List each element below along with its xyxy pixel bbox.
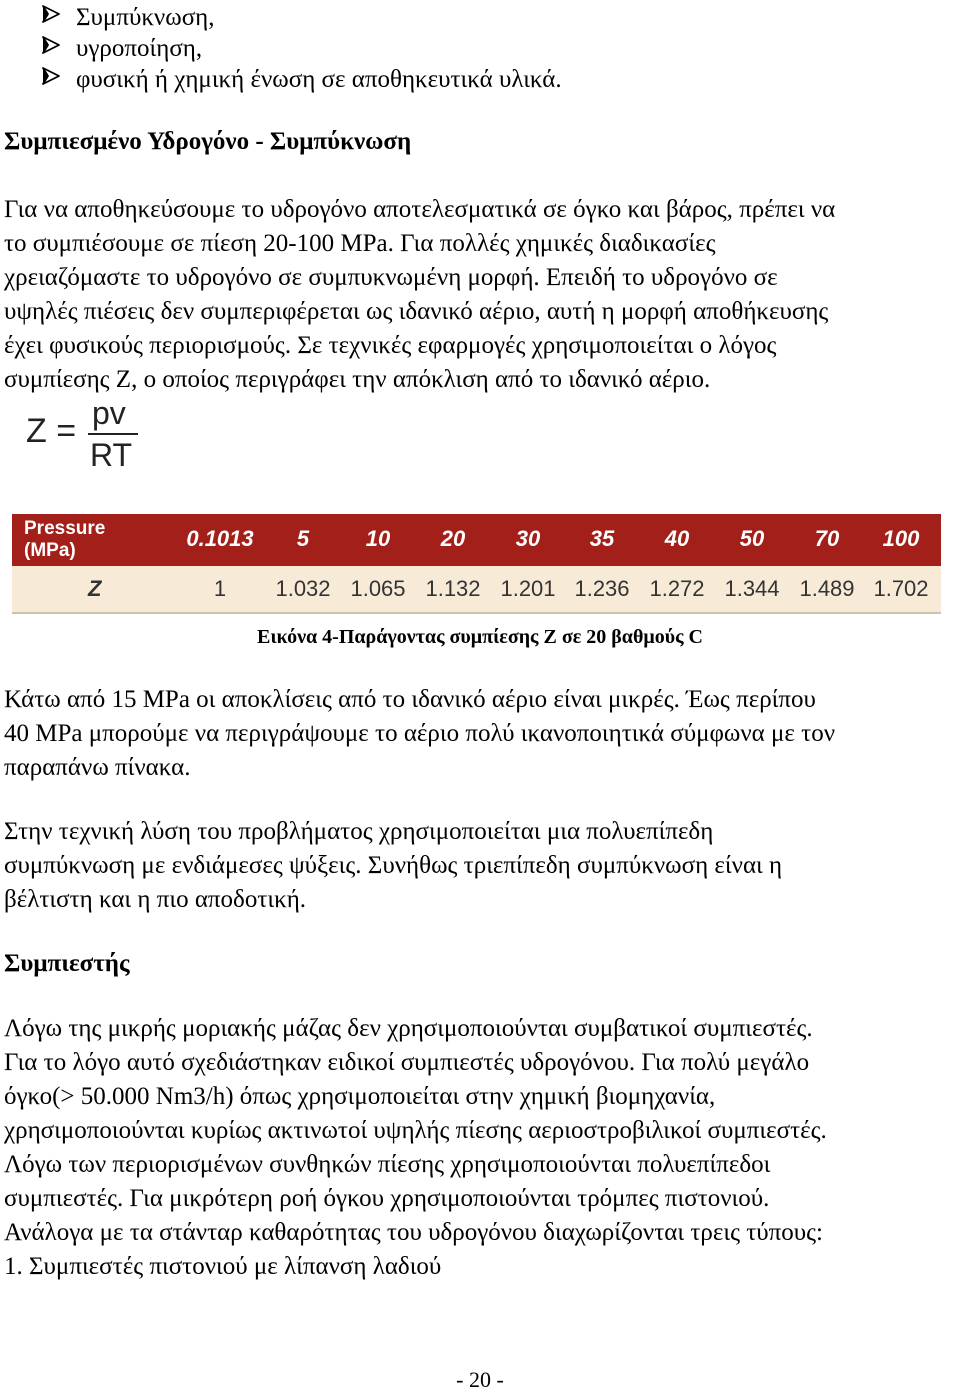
list-item <box>40 33 562 64</box>
z-label: Z <box>88 576 102 601</box>
text-line: το συμπιέσουμε σε πίεση 20-100 MPa. Για πολλές χημικές διαδικασίες <box>4 230 716 257</box>
z-cell: 1.132 <box>425 576 481 601</box>
z-cell: 1.489 <box>799 576 855 601</box>
z-cell: 1.032 <box>275 576 331 601</box>
paragraph <box>4 683 956 785</box>
z-row <box>12 566 941 614</box>
section-heading: Συμπιεστής <box>4 950 130 977</box>
text-line: παραπάνω πίνακα. <box>4 754 191 781</box>
pressure-cell: 10 <box>365 526 391 551</box>
numbered-item: 1. Συμπιεστές πιστονιού με λίπανση λαδιού <box>4 1253 442 1280</box>
text-line: συμπιεστές. Για μικρότερη ροή όγκου χρησιμοποιούνται τρόμπες πιστονιού. <box>4 1185 770 1212</box>
list-item <box>40 2 562 33</box>
text-line: χρησιμοποιούνται κυρίως ακτινωτοί υψηλής πίεσης αεριοστροβιλικοί συμπιεστές. <box>4 1117 827 1144</box>
text-line: όγκο(> 50.000 Nm3/h) όπως χρησιμοποιείται στην χημική βιομηχανία, <box>4 1083 716 1110</box>
bullet-text: υγροποίηση, <box>76 35 203 62</box>
compressibility-formula <box>26 396 176 474</box>
bullet-list <box>40 2 562 95</box>
compressibility-table <box>12 514 941 614</box>
pressure-cell: 100 <box>882 526 920 551</box>
z-cell: 1 <box>213 576 227 601</box>
section-heading: Συμπιεσμένο Υδρογόνο - Συμπύκνωση <box>4 128 412 155</box>
pressure-cell: 40 <box>664 526 690 551</box>
z-cell: 1.201 <box>500 576 556 601</box>
arrow-bullet-icon <box>40 2 66 33</box>
text-line: συμπίεσης Z, ο οποίος περιγράφει την απόκλιση από το ιδανικό αέριο. <box>4 366 711 393</box>
pressure-label: Pressure (MPa) <box>24 518 106 561</box>
pressure-row <box>12 514 941 566</box>
text-line: Για το λόγο αυτό σχεδιάστηκαν ειδικοί συμπιεστές υδρογόνου. Για πολύ μεγάλο <box>4 1049 810 1076</box>
text-line: συμπύκνωση με ενδιάμεσες ψύξεις. Συνήθως τριεπίπεδη συμπύκνωση είναι η <box>4 852 783 879</box>
text-line: 40 MPa μπορούμε να περιγράψουμε το αέριο πολύ ικανοποιητικά σύμφωνα με τον <box>4 720 836 747</box>
formula-lhs: Z = <box>26 412 77 450</box>
text-line: έχει φυσικούς περιορισμούς. Σε τεχνικές εφαρμογές χρησιμοποιείται ο λόγος <box>4 332 777 359</box>
paragraph <box>4 193 956 397</box>
z-cell: 1.236 <box>574 576 630 601</box>
text-line: Κάτω από 15 MPa οι αποκλίσεις από το ιδανικό αέριο είναι μικρές. Έως περίπου <box>4 686 816 713</box>
z-cell: 1.065 <box>350 576 406 601</box>
bullet-text: Συμπύκνωση, <box>76 4 215 31</box>
pressure-cell: 0.1013 <box>186 526 254 551</box>
text-line: Λόγω των περιορισμένων συνθηκών πίεσης χρησιμοποιούνται πολυεπίπεδοι <box>4 1151 771 1178</box>
arrow-bullet-icon <box>40 64 66 95</box>
paragraph <box>4 815 956 917</box>
pressure-cell: 20 <box>440 526 466 551</box>
pressure-cell: 70 <box>814 526 840 551</box>
paragraph <box>4 1012 956 1284</box>
formula-numerator: pv <box>92 396 126 431</box>
z-cell: 1.344 <box>724 576 780 601</box>
z-cell: 1.272 <box>649 576 705 601</box>
pressure-cell: 50 <box>739 526 765 551</box>
text-line: υψηλές πιέσεις δεν συμπεριφέρεται ως ιδανικό αέριο, αυτή η μορφή αποθήκευσης <box>4 298 829 325</box>
bullet-text: φυσική ή χημική ένωση σε αποθηκευτικά υλικά. <box>76 66 562 93</box>
text-line: Λόγω της μικρής μοριακής μάζας δεν χρησιμοποιούνται συμβατικοί συμπιεστές. <box>4 1015 813 1042</box>
z-cell: 1.702 <box>873 576 929 601</box>
text-line: βέλτιστη και η πιο αποδοτική. <box>4 886 307 913</box>
text-line: Στην τεχνική λύση του προβλήματος χρησιμοποιείται μια πολυεπίπεδη <box>4 818 714 845</box>
figure-caption: Εικόνα 4-Παράγοντας συμπίεσης Z σε 20 βαθμούς C <box>257 626 703 648</box>
page-number: - 20 - <box>456 1367 504 1392</box>
pressure-cell: 35 <box>589 526 615 551</box>
text-line: χρειαζόμαστε το υδρογόνο σε συμπυκνωμένη μορφή. Επειδή το υδρογόνο σε <box>4 264 778 291</box>
text-line: Ανάλογα με τα στάνταρ καθαρότητας του υδρογόνου διαχωρίζονται τρεις τύπους: <box>4 1219 824 1246</box>
text-line: Για να αποθηκεύσουμε το υδρογόνο αποτελεσματικά σε όγκο και βάρος, πρέπει να <box>4 196 836 223</box>
pressure-cell: 30 <box>515 526 541 551</box>
arrow-bullet-icon <box>40 33 66 64</box>
formula-denominator: RT <box>90 437 133 473</box>
pressure-cell: 5 <box>296 526 310 551</box>
list-item <box>40 64 562 95</box>
